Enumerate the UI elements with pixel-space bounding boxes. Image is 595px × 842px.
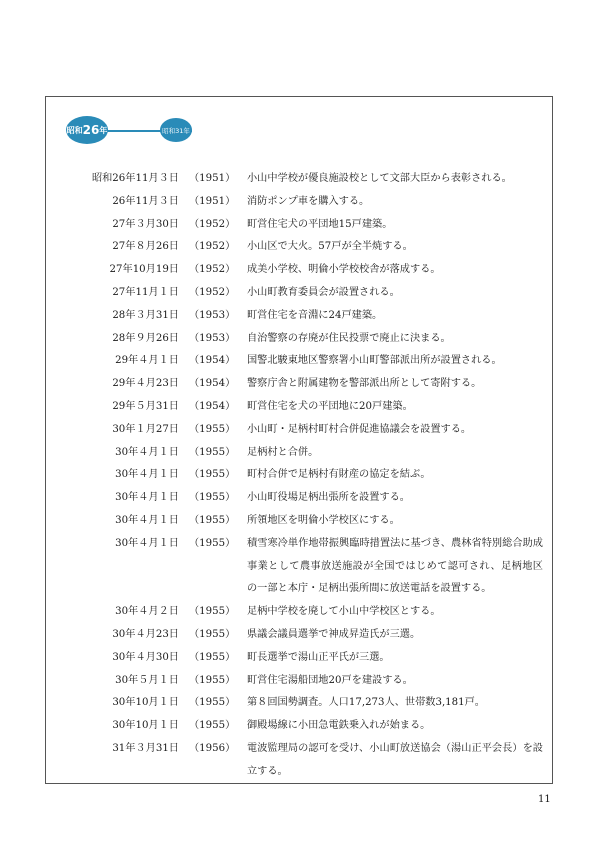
entry-date: 30年10月１日 [112,697,179,709]
chronology-entry [56,396,546,419]
entry-date: 30年４月１日 [115,469,179,481]
era-end-label: 昭和31年 [162,126,190,135]
chronology-entry [56,305,546,328]
chronology-entry [56,282,546,305]
entry-year: （1955） [189,720,236,732]
entry-text: 消防ポンプ車を購入する。 [247,195,370,207]
era-start-number: 26 [82,123,100,137]
chronology-list [56,168,546,784]
entry-year: （1955） [189,674,236,686]
entry-year: （1952） [189,241,236,253]
chronology-entry [56,350,546,373]
entry-date: 27年10月19日 [109,264,179,276]
entry-year: （1956） [189,742,236,754]
entry-text: 電波監理局の認可を受け、小山町放送協会（湯山正平会長）を設立する。 [247,742,543,777]
entry-date: 30年５月１日 [115,674,179,686]
entry-text: 町村合併で足柄村有財産の協定を結ぶ。 [247,469,431,481]
entry-text: 第８回国勢調査。人口17,273人、世帯数3,181戸。 [247,697,485,709]
chronology-entry [56,624,546,647]
entry-text: 足柄村と合併。 [247,446,319,458]
chronology-entry [56,168,546,191]
entry-date: 31年３月31日 [112,742,179,754]
entry-year: （1952） [189,218,236,230]
entry-date: 29年４月23日 [112,378,179,390]
era-start-label: 昭和 [66,125,83,135]
chronology-entry [56,464,546,487]
entry-date: 30年４月23日 [112,628,179,640]
entry-text: 成美小学校、明倫小学校校舎が落成する。 [247,264,441,276]
era-start-badge [66,116,108,144]
entry-date: 27年３月30日 [112,218,179,230]
entry-year: （1951） [189,173,236,184]
chronology-entry [56,191,546,214]
entry-year: （1955） [189,423,236,435]
entry-date: 30年10月１日 [112,720,179,732]
entry-date: 30年４月30日 [112,651,179,663]
entry-text: 所領地区を明倫小学校区にする。 [247,514,400,526]
chronology-entry [56,259,546,282]
entry-text: 足柄中学校を廃して小山中学校区とする。 [247,606,441,618]
entry-text: 小山町役場足柄出張所を設置する。 [247,492,410,504]
entry-year: （1955） [189,537,236,549]
chronology-entry [56,419,546,442]
entry-date: 30年４月１日 [115,514,179,526]
entry-date: 昭和26年11月３日 [91,173,179,184]
entry-date: 28年９月26日 [112,332,179,344]
entry-date: 28年３月31日 [112,309,179,321]
entry-text: 小山中学校が優良施設校として文部大臣から表彰される。 [247,173,512,184]
entry-year: （1955） [189,651,236,663]
entry-text: 自治警察の存廃が住民投票で廃止に決まる。 [247,332,451,344]
entry-date: 27年８月26日 [112,241,179,253]
entry-text: 町営住宅を犬の平団地に20戸建築。 [247,400,413,412]
entry-year: （1952） [189,264,236,276]
entry-date: 26年11月３日 [112,195,179,207]
chronology-entry [56,647,546,670]
chronology-entry [56,670,546,693]
chronology-entry [56,236,546,259]
entry-date: 29年４月１日 [115,355,179,367]
chronology-entry [56,738,546,784]
era-end-badge [160,118,192,142]
entry-text: 町営住宅湯船団地20戸を建設する。 [247,674,413,686]
entry-year: （1955） [189,697,236,709]
chronology-entry [56,214,546,237]
entry-text: 小山町・足柄村町村合併促進協議会を設置する。 [247,423,472,435]
entry-date: 30年１月27日 [112,423,179,435]
entry-year: （1955） [189,628,236,640]
entry-text: 御殿場線に小田急電鉄乗入れが始まる。 [247,720,431,732]
entry-text: 警察庁舎と附属建物を警部派出所として寄附する。 [247,378,482,390]
entry-text: 国警北駿東地区警察署小山町警部派出所が設置される。 [247,355,502,367]
entry-year: （1954） [189,355,236,367]
entry-text: 町営住宅犬の平団地15戸建築。 [247,218,393,230]
entry-year: （1955） [189,469,236,481]
entry-text: 町長選挙で湯山正平氏が三選。 [247,651,390,663]
entry-text: 積雪寒冷単作地帯振興臨時措置法に基づき、農林省特別総合助成事業として農事放送施設が全国ではじめて認可され、足柄地区の一部と本庁・足柄出張所間に放送電話を設置する。 [247,537,543,595]
chronology-entry [56,373,546,396]
entry-date: 30年４月１日 [115,537,179,549]
entry-year: （1952） [189,286,236,298]
entry-date: 29年５月31日 [112,400,179,412]
page-number: 11 [538,794,551,805]
entry-date: 30年４月１日 [115,446,179,458]
entry-year: （1954） [189,400,236,412]
entry-year: （1953） [189,309,236,321]
entry-year: （1955） [189,492,236,504]
era-range-indicator [62,118,202,144]
entry-year: （1955） [189,514,236,526]
chronology-entry [56,487,546,510]
entry-year: （1955） [189,446,236,458]
entry-text: 小山区で大火。57戸が全半焼する。 [247,241,413,253]
entry-date: 30年４月１日 [115,492,179,504]
entry-year: （1955） [189,606,236,618]
chronology-entry [56,692,546,715]
chronology-entry [56,442,546,465]
chronology-entry [56,533,546,601]
entry-year: （1951） [189,195,236,207]
entry-year: （1953） [189,332,236,344]
chronology-entry [56,510,546,533]
era-start-suffix: 年 [99,125,108,135]
entry-year: （1954） [189,378,236,390]
entry-text: 県議会議員選挙で神成昇造氏が三選。 [247,628,421,640]
entry-date: 30年４月２日 [115,606,179,618]
entry-text: 小山町教育委員会が設置される。 [247,286,400,298]
chronology-entry [56,601,546,624]
entry-text: 町営住宅を音淵に24戸建築。 [247,309,383,321]
chronology-entry [56,328,546,351]
chronology-entry [56,715,546,738]
entry-date: 27年11月１日 [112,286,179,298]
